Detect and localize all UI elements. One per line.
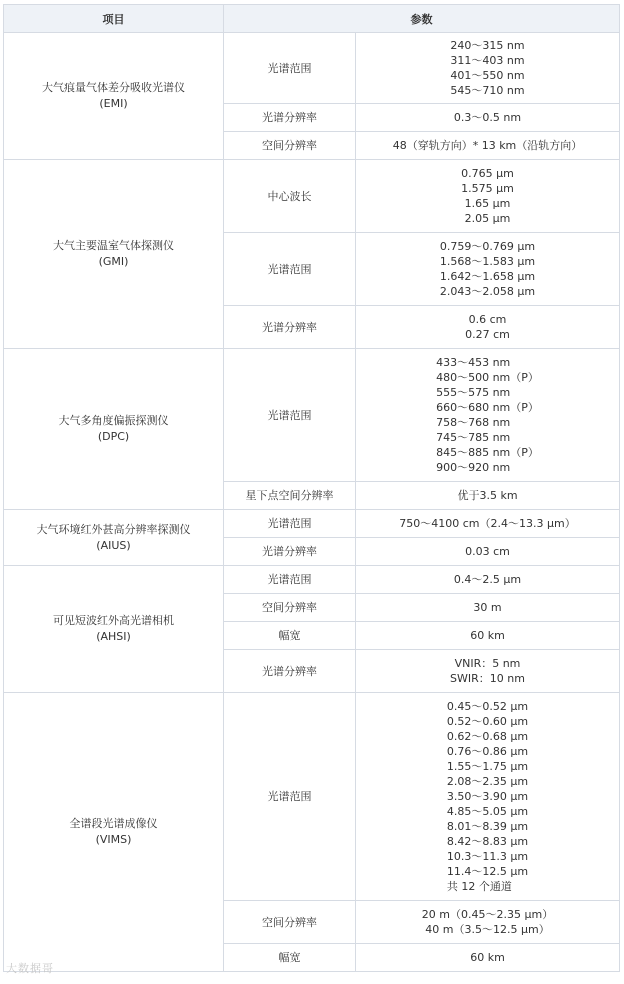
- param-value: 60 km: [470, 951, 505, 964]
- param-value: 1.575 μm: [461, 182, 514, 195]
- param-value: 0.765 μm: [461, 167, 514, 180]
- param-name-cell: 光谱分辨率: [224, 650, 356, 693]
- param-value: 0.76～0.86 μm: [446, 745, 529, 758]
- param-value: 48（穿轨方向）* 13 km（沿轨方向）: [392, 139, 583, 152]
- param-name-cell: 光谱范围: [224, 566, 356, 594]
- param-value: 660～680 nm（P）: [436, 401, 539, 414]
- param-value: 0.4～2.5 μm: [453, 573, 522, 586]
- param-name-cell: 光谱范围: [224, 233, 356, 306]
- watermark-logo: [6, 960, 54, 976]
- spec-table: [3, 4, 620, 972]
- param-value-cell: [356, 901, 620, 944]
- param-value-cell: [356, 944, 620, 972]
- header-item: 项目: [4, 5, 224, 33]
- instrument-cell: [4, 349, 224, 510]
- instrument-abbr: (EMI): [99, 97, 128, 110]
- param-value: 0.45～0.52 μm: [446, 700, 529, 713]
- param-value: 745～785 nm: [436, 431, 511, 444]
- param-value-cell: [356, 510, 620, 538]
- param-value: 40 m（3.5～12.5 μm）: [425, 923, 550, 936]
- param-value: 20 m（0.45～2.35 μm）: [421, 908, 554, 921]
- param-value: 0.62～0.68 μm: [446, 730, 529, 743]
- param-value: 0.27 cm: [465, 328, 510, 341]
- instrument-name: 可见短波红外高光谱相机: [53, 614, 174, 627]
- param-value: 8.42～8.83 μm: [446, 835, 529, 848]
- param-value: 758～768 nm: [436, 416, 511, 429]
- table-row: [4, 566, 620, 594]
- param-value: 1.65 μm: [464, 197, 511, 210]
- param-value: 480～500 nm（P）: [436, 371, 539, 384]
- param-value: 3.50～3.90 μm: [446, 790, 529, 803]
- param-value: 10.3～11.3 μm: [446, 850, 529, 863]
- param-value-cell: [356, 538, 620, 566]
- param-value: 0.759～0.769 μm: [439, 240, 536, 253]
- param-value-cell: [356, 566, 620, 594]
- param-value: 2.043～2.058 μm: [439, 285, 536, 298]
- table-row: [4, 33, 620, 104]
- instrument-name: 大气多角度偏振探测仪: [58, 414, 169, 427]
- param-value-cell: [356, 132, 620, 160]
- instrument-abbr: (AHSI): [96, 630, 131, 643]
- param-name-cell: 光谱范围: [224, 349, 356, 482]
- param-value: VNIR：5 nm: [454, 657, 521, 670]
- instrument-cell: [4, 693, 224, 972]
- param-name-cell: 光谱分辨率: [224, 306, 356, 349]
- param-value: 750～4100 cm（2.4～13.3 μm）: [399, 517, 576, 530]
- param-value: SWIR：10 nm: [450, 672, 525, 685]
- param-name-cell: 空间分辨率: [224, 132, 356, 160]
- instrument-name: 大气环境红外甚高分辨率探测仪: [36, 522, 191, 536]
- instrument-abbr: (GMI): [98, 255, 129, 268]
- param-name-cell: 光谱范围: [224, 510, 356, 538]
- table-row: [4, 510, 620, 538]
- param-value-cell: [356, 33, 620, 104]
- param-value-cell: [356, 160, 620, 233]
- header-row: [4, 5, 620, 33]
- param-name-cell: 星下点空间分辨率: [224, 482, 356, 510]
- param-name-cell: 空间分辨率: [224, 901, 356, 944]
- value-list: [447, 699, 528, 894]
- instrument-abbr: (VIMS): [95, 833, 132, 846]
- param-value-cell: [356, 622, 620, 650]
- param-value: 900～920 nm: [436, 461, 511, 474]
- param-value: 1.642～1.658 μm: [439, 270, 536, 283]
- instrument-name: 全谱段光谱成像仪: [69, 817, 158, 830]
- param-value: 311～403 nm: [450, 54, 525, 67]
- param-value: 11.4～12.5 μm: [446, 865, 529, 878]
- instrument-cell: [4, 566, 224, 693]
- table-row: [4, 349, 620, 482]
- param-name-cell: 中心波长: [224, 160, 356, 233]
- param-value-cell: [356, 104, 620, 132]
- watermark-text: 大数据哥: [6, 962, 54, 975]
- param-value-cell: [356, 482, 620, 510]
- param-name-cell: 空间分辨率: [224, 594, 356, 622]
- param-value: 555～575 nm: [436, 386, 511, 399]
- param-value: 2.05 μm: [464, 212, 511, 225]
- param-value: 845～885 nm（P）: [436, 446, 539, 459]
- param-value: 4.85～5.05 μm: [446, 805, 529, 818]
- param-value: 30 m: [473, 601, 502, 614]
- table-row: [4, 693, 620, 901]
- param-value: 0.03 cm: [465, 545, 510, 558]
- instrument-abbr: (DPC): [97, 430, 130, 443]
- param-name-cell: 幅宽: [224, 622, 356, 650]
- param-value: 401～550 nm: [450, 69, 525, 82]
- param-value-cell: [356, 594, 620, 622]
- instrument-cell: [4, 510, 224, 566]
- param-value-cell: [356, 693, 620, 901]
- instrument-cell: [4, 33, 224, 160]
- instrument-name: 大气主要温室气体探测仪: [53, 239, 174, 252]
- param-value: 8.01～8.39 μm: [446, 820, 529, 833]
- param-value: 0.6 cm: [468, 313, 507, 326]
- param-name-cell: 幅宽: [224, 944, 356, 972]
- param-value-cell: [356, 349, 620, 482]
- param-value: 60 km: [470, 629, 505, 642]
- param-value-cell: [356, 650, 620, 693]
- table-body: [4, 33, 620, 972]
- param-name-cell: 光谱范围: [224, 33, 356, 104]
- param-value: 1.55～1.75 μm: [446, 760, 529, 773]
- table-row: [4, 160, 620, 233]
- value-list: [436, 355, 539, 475]
- param-value: 共 12 个通道: [446, 880, 512, 893]
- instrument-name: 大气痕量气体差分吸收光谱仪: [42, 81, 185, 94]
- param-value: 0.52～0.60 μm: [446, 715, 529, 728]
- param-value: 1.568～1.583 μm: [439, 255, 536, 268]
- param-value: 240～315 nm: [450, 39, 525, 52]
- param-value: 2.08～2.35 μm: [446, 775, 529, 788]
- param-value: 433～453 nm: [436, 356, 511, 369]
- param-value-cell: [356, 306, 620, 349]
- param-value: 545～710 nm: [450, 84, 525, 97]
- param-value: 优于3.5 km: [457, 489, 518, 502]
- instrument-cell: [4, 160, 224, 349]
- param-name-cell: 光谱分辨率: [224, 104, 356, 132]
- param-value: 0.3～0.5 nm: [453, 111, 522, 124]
- header-params: 参数: [224, 5, 620, 33]
- param-name-cell: 光谱范围: [224, 693, 356, 901]
- param-value-cell: [356, 233, 620, 306]
- param-name-cell: 光谱分辨率: [224, 538, 356, 566]
- instrument-abbr: (AIUS): [96, 538, 131, 552]
